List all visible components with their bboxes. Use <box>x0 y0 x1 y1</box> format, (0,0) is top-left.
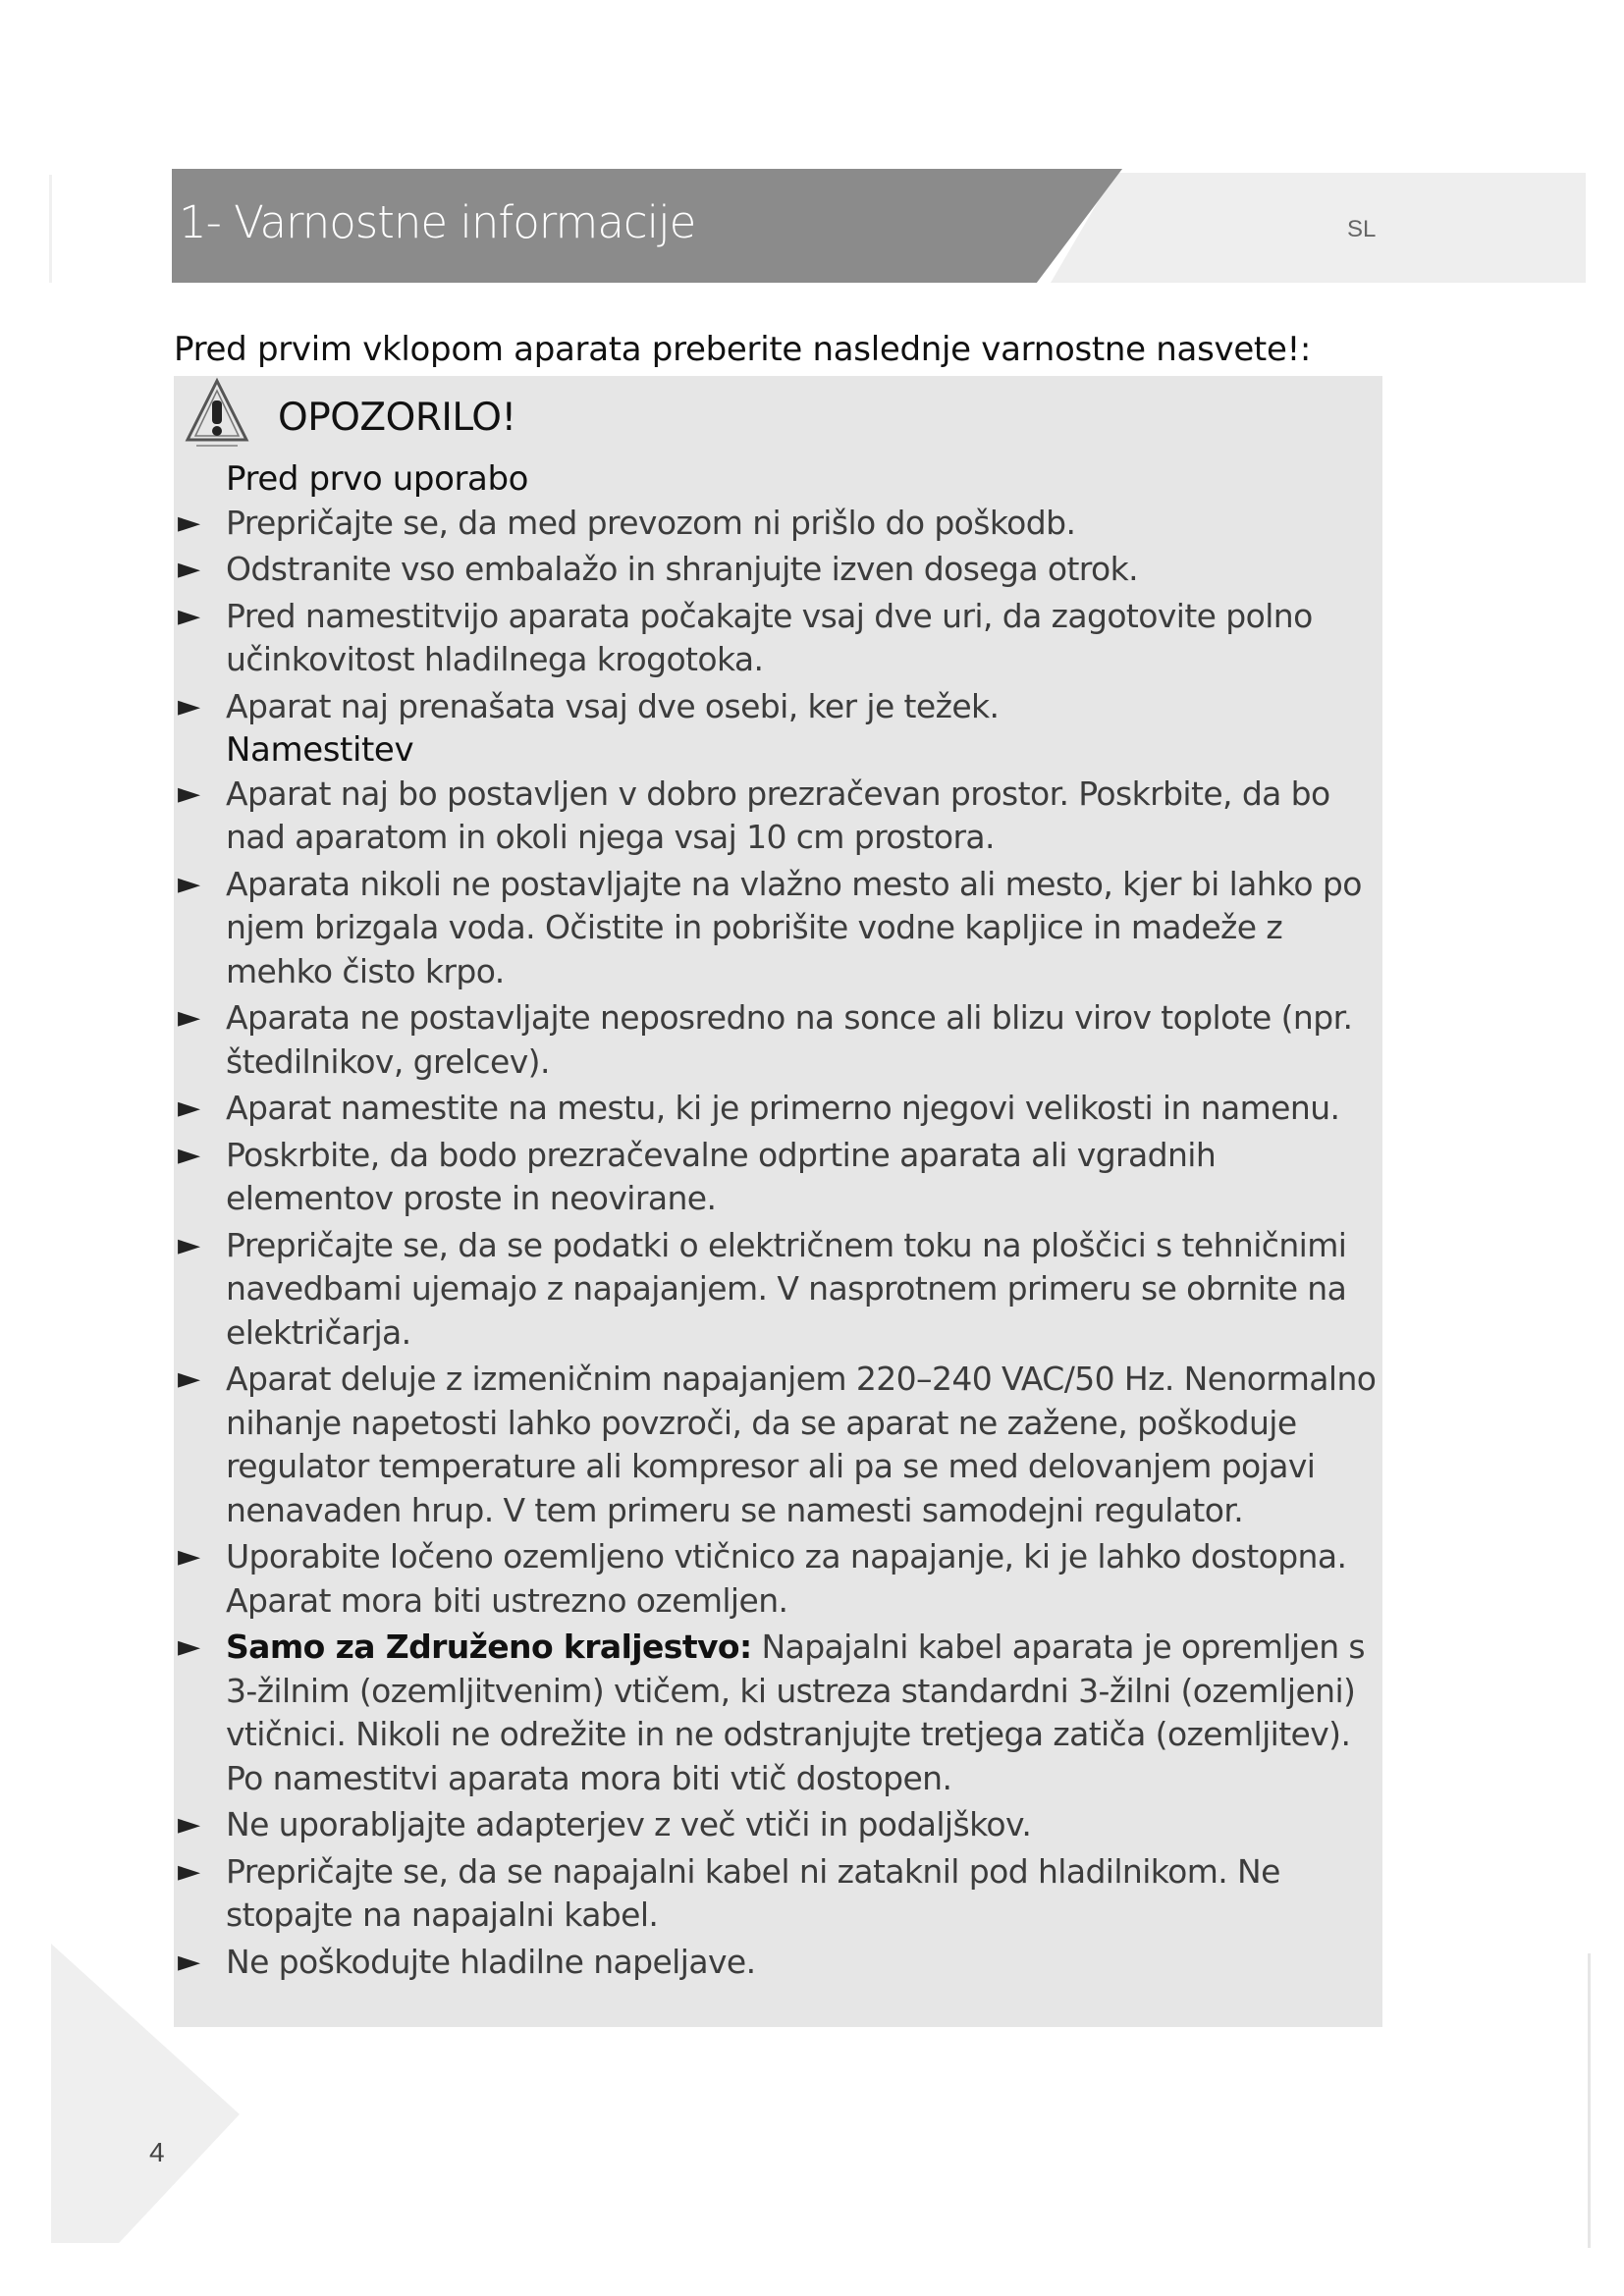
bullet-arrow-icon: ► <box>178 688 200 723</box>
bullet-arrow-icon: ► <box>178 505 200 540</box>
list-item: ► Aparata ne postavljajte neposredno na sonce ali blizu virov toplote (npr. štedilnikov, grelcev). <box>178 998 1353 1081</box>
bullet-arrow-icon: ► <box>178 1539 200 1574</box>
list-item: ► Poskrbite, da bodo prezračevalne odprtine aparata ali vgradnih elementov proste in neovirane. <box>178 1135 1217 1217</box>
warning-heading: OPOZORILO! <box>278 396 516 440</box>
list-item: ► Prepričajte se, da se podatki o električnem toku na ploščici s tehničnimi navedbami ujemajo z napajanjem. V nasprotnem primeru se obrnite na električarja. <box>178 1225 1347 1352</box>
bullet-arrow-icon: ► <box>178 552 200 586</box>
safety-content <box>174 457 1386 1984</box>
bullet-arrow-icon: ► <box>178 1944 200 1979</box>
list-item: ► Prepričajte se, da med prevozom ni prišlo do poškodb. <box>174 502 1386 546</box>
bullet-arrow-icon: ► <box>178 1091 200 1125</box>
list-item: ► Aparat namestite na mestu, ki je primerno njegovi velikosti in namenu. <box>174 1087 1386 1131</box>
bullet-arrow-icon: ► <box>178 775 200 811</box>
bullet-arrow-icon: ► <box>178 598 200 633</box>
bullet-arrow-icon: ► <box>178 866 200 901</box>
bullet-arrow-icon: ► <box>178 1629 200 1664</box>
warning-triangle-icon <box>185 377 249 463</box>
bullet-arrow-icon: ► <box>178 1807 200 1842</box>
list-item: ► Aparat naj bo postavljen v dobro prezračevan prostor. Poskrbite, da bo nad aparatom in okoli njega vsaj 10 cm prostora. <box>178 774 1330 856</box>
list-item: ► Pred namestitvijo aparata počakajte vsaj dve uri, da zagotovite polno učinkovitost hladilnega krogotoka. <box>178 596 1313 678</box>
bullet-arrow-icon: ► <box>178 1000 200 1035</box>
section-title-installation: Namestitev <box>226 730 414 770</box>
bullet-arrow-icon: ► <box>178 1362 200 1396</box>
list-item-uk: ► Samo za Združeno kraljestvo: Napajalni kabel aparata je opremljen s 3-žilnim (ozemljitvenim) vtičem, ki ustreza standardni 3-žilni (ozemljeni) vtičnici. Nikoli ne odrežite in ne odstranjujte tretjega zatiča (ozemljitev). Po namestitvi aparata mora biti vtič dostopen. <box>178 1628 1366 1797</box>
list-item: ► Aparat deluje z izmeničnim napajanjem 220–240 VAC/50 Hz. Nenormalno nihanje napetosti lahko povzroči, da se aparat ne zažene, poškoduje regulator temperature ali kompresor ali pa se med delovanjem pojavi nenavaden hrup. V tem primeru se namesti samodejni regulator. <box>178 1360 1377 1529</box>
page-edge-decoration <box>49 175 52 283</box>
header-band-light <box>1051 173 1586 283</box>
list-item: ► Ne uporabljajte adapterjev z več vtiči in podaljškov. <box>174 1803 1386 1847</box>
bullet-arrow-icon: ► <box>178 1227 200 1262</box>
page-number: 4 <box>149 2137 165 2167</box>
bullet-arrow-icon: ► <box>178 1137 200 1172</box>
list-item: ► Odstranite vso embalažo in shranjujte izven dosega otrok. <box>174 548 1386 592</box>
language-code: SL <box>1347 216 1377 242</box>
list-item: ► Ne poškodujte hladilne napeljave. <box>174 1941 1386 1985</box>
intro-heading: Pred prvim vklopom aparata preberite naslednje varnostne nasvete!: <box>174 330 1312 369</box>
page-edge-decoration <box>1588 1953 1591 2248</box>
bullet-arrow-icon: ► <box>178 1853 200 1889</box>
list-item: ► Prepričajte se, da se napajalni kabel ni zataknil pod hladilnikom. Ne stopajte na napajalni kabel. <box>178 1851 1280 1934</box>
section-title-first-use: Pred prvo uporabo <box>226 459 529 499</box>
list-item: ► Aparata nikoli ne postavljajte na vlažno mesto ali mesto, kjer bi lahko po njem brizgala voda. Očistite in pobrišite vodne kapljice in madeže z mehko čisto krpo. <box>178 864 1362 990</box>
uk-lead-label: Samo za Združeno kraljestvo: <box>226 1628 752 1666</box>
list-item: ► Uporabite ločeno ozemljeno vtičnico za napajanje, ki je lahko dostopna. Aparat mora biti ustrezno ozemljen. <box>178 1537 1347 1620</box>
page-title: 1- Varnostne informacije <box>179 196 696 248</box>
list-item: ► Aparat naj prenašata vsaj dve osebi, ker je težek. <box>174 685 1386 729</box>
